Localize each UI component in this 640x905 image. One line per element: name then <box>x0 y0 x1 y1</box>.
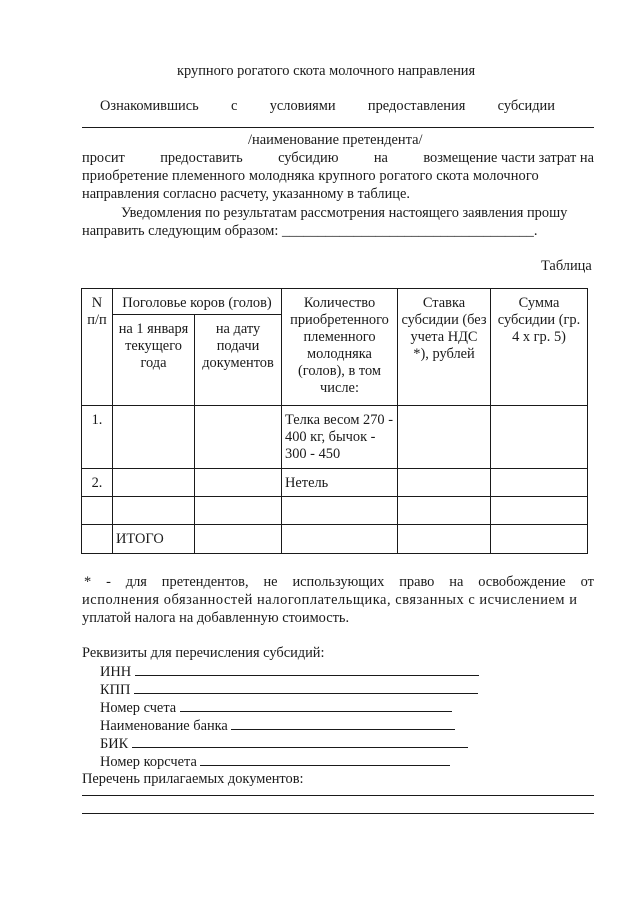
requisite-label: Номер корсчета <box>100 754 197 770</box>
cell-jan[interactable] <box>113 469 195 497</box>
intro-word: предоставления <box>367 98 466 114</box>
requisite-inn <box>100 662 479 681</box>
notice-line-1: Уведомления по результатам рассмотрения настоящего заявления прошу <box>121 205 568 221</box>
header-livestock: Поголовье коров (голов) <box>113 289 282 315</box>
cell-rate[interactable] <box>398 497 491 525</box>
row-name: Нетель <box>282 469 398 497</box>
notice-text: направить следующим образом: _______________________ <box>82 223 448 239</box>
row-number: 2. <box>82 469 113 497</box>
cell-date[interactable] <box>195 497 282 525</box>
table-row <box>82 497 588 525</box>
footnote-word: * <box>84 574 92 590</box>
requisites-title: Реквизиты для перечисления субсидий: <box>82 645 325 661</box>
cell-rate[interactable] <box>398 469 491 497</box>
cell-date[interactable] <box>195 469 282 497</box>
cell-rate[interactable] <box>398 406 491 469</box>
footnote-word: освобождение <box>478 574 566 590</box>
intro-word: субсидии <box>497 98 555 114</box>
footnote-word: не <box>263 574 278 590</box>
cell-rate[interactable] <box>398 525 491 554</box>
intro-word: условиями <box>269 98 336 114</box>
cell-jan[interactable] <box>113 406 195 469</box>
header-quantity: Количество приобретенного племенного молодняка (голов), в том числе: <box>282 289 398 406</box>
cell-sum[interactable] <box>491 497 588 525</box>
cell-date[interactable] <box>195 406 282 469</box>
header-number: N п/п <box>82 289 113 406</box>
footnote-word: право <box>399 574 435 590</box>
requisite-label: КПП <box>100 682 131 698</box>
cell-jan[interactable] <box>113 497 195 525</box>
header-jan: на 1 января текущего года <box>113 315 195 406</box>
body-line-1 <box>82 149 594 167</box>
requisite-kpp <box>100 680 478 699</box>
requisite-label: Наименование банка <box>100 718 228 734</box>
row-number: 1. <box>82 406 113 469</box>
body-line-3: направления согласно расчету, указанному в таблице. <box>82 186 410 202</box>
header-sum: Сумма субсидии (гр. 4 х гр. 5) <box>491 289 588 406</box>
footnote-word: - <box>106 574 111 590</box>
header-rate: Ставка субсидии (без учета НДС *), рублей <box>398 289 491 406</box>
footnote-line-1 <box>84 573 594 591</box>
requisite-label: Номер счета <box>100 700 177 716</box>
requisite-label: БИК <box>100 736 129 752</box>
total-label: ИТОГО <box>113 525 195 554</box>
table-caption: Таблица <box>541 258 592 274</box>
account-field[interactable] <box>180 698 452 712</box>
attachments-line[interactable] <box>82 795 594 796</box>
attachments-title: Перечень прилагаемых документов: <box>82 771 304 787</box>
subsidy-table <box>81 288 588 554</box>
cell-quantity[interactable] <box>282 525 398 554</box>
table-total-row <box>82 525 588 554</box>
table-row <box>82 469 588 497</box>
notice-line-2 <box>82 222 537 240</box>
corr-account-field[interactable] <box>200 752 450 766</box>
header-line: крупного рогатого скота молочного направления <box>177 63 476 79</box>
table-row <box>82 406 588 469</box>
footnote-word: для <box>125 574 147 590</box>
bik-field[interactable] <box>132 734 468 748</box>
body-word: предоставить <box>160 150 243 166</box>
inn-field[interactable] <box>135 662 479 676</box>
attachments-line[interactable] <box>82 813 594 814</box>
footnote-word: претендентов, <box>161 574 249 590</box>
row-number <box>82 497 113 525</box>
cell-sum[interactable] <box>491 525 588 554</box>
footnote-word: использующих <box>292 574 385 590</box>
applicant-caption: /наименование претендента/ <box>248 132 423 148</box>
footnote-word: от <box>580 574 594 590</box>
row-name <box>282 497 398 525</box>
cell-sum[interactable] <box>491 469 588 497</box>
intro-line <box>100 97 555 115</box>
body-word: на <box>373 150 388 166</box>
cell-date[interactable] <box>195 525 282 554</box>
body-word: субсидию <box>278 150 339 166</box>
footnote-line-2: исполнения обязанностей налогоплательщика, связанных с исчислением и <box>82 592 578 608</box>
requisite-corr-account <box>100 752 450 771</box>
row-name: Телка весом 270 - 400 кг, бычок - 300 - 450 <box>282 406 398 469</box>
requisite-bank <box>100 716 455 735</box>
requisite-bik <box>100 734 468 753</box>
footnote-line-3: уплатой налога на добавленную стоимость. <box>82 610 350 626</box>
applicant-name-line[interactable] <box>82 127 594 128</box>
cell-sum[interactable] <box>491 406 588 469</box>
footnote-word: на <box>449 574 464 590</box>
requisite-label: ИНН <box>100 664 132 680</box>
header-date: на дату подачи документов <box>195 315 282 406</box>
body-word: возмещение части затрат на <box>423 150 594 166</box>
intro-word: Ознакомившись <box>100 98 199 114</box>
kpp-field[interactable] <box>134 680 478 694</box>
requisite-account <box>100 698 452 717</box>
body-line-2: приобретение племенного молодняка крупного рогатого скота молочного <box>82 168 539 184</box>
total-number <box>82 525 113 554</box>
intro-word: с <box>231 98 238 114</box>
bank-field[interactable] <box>231 716 455 730</box>
notice-text-end: ____________. <box>447 223 538 239</box>
body-word: просит <box>82 150 125 166</box>
